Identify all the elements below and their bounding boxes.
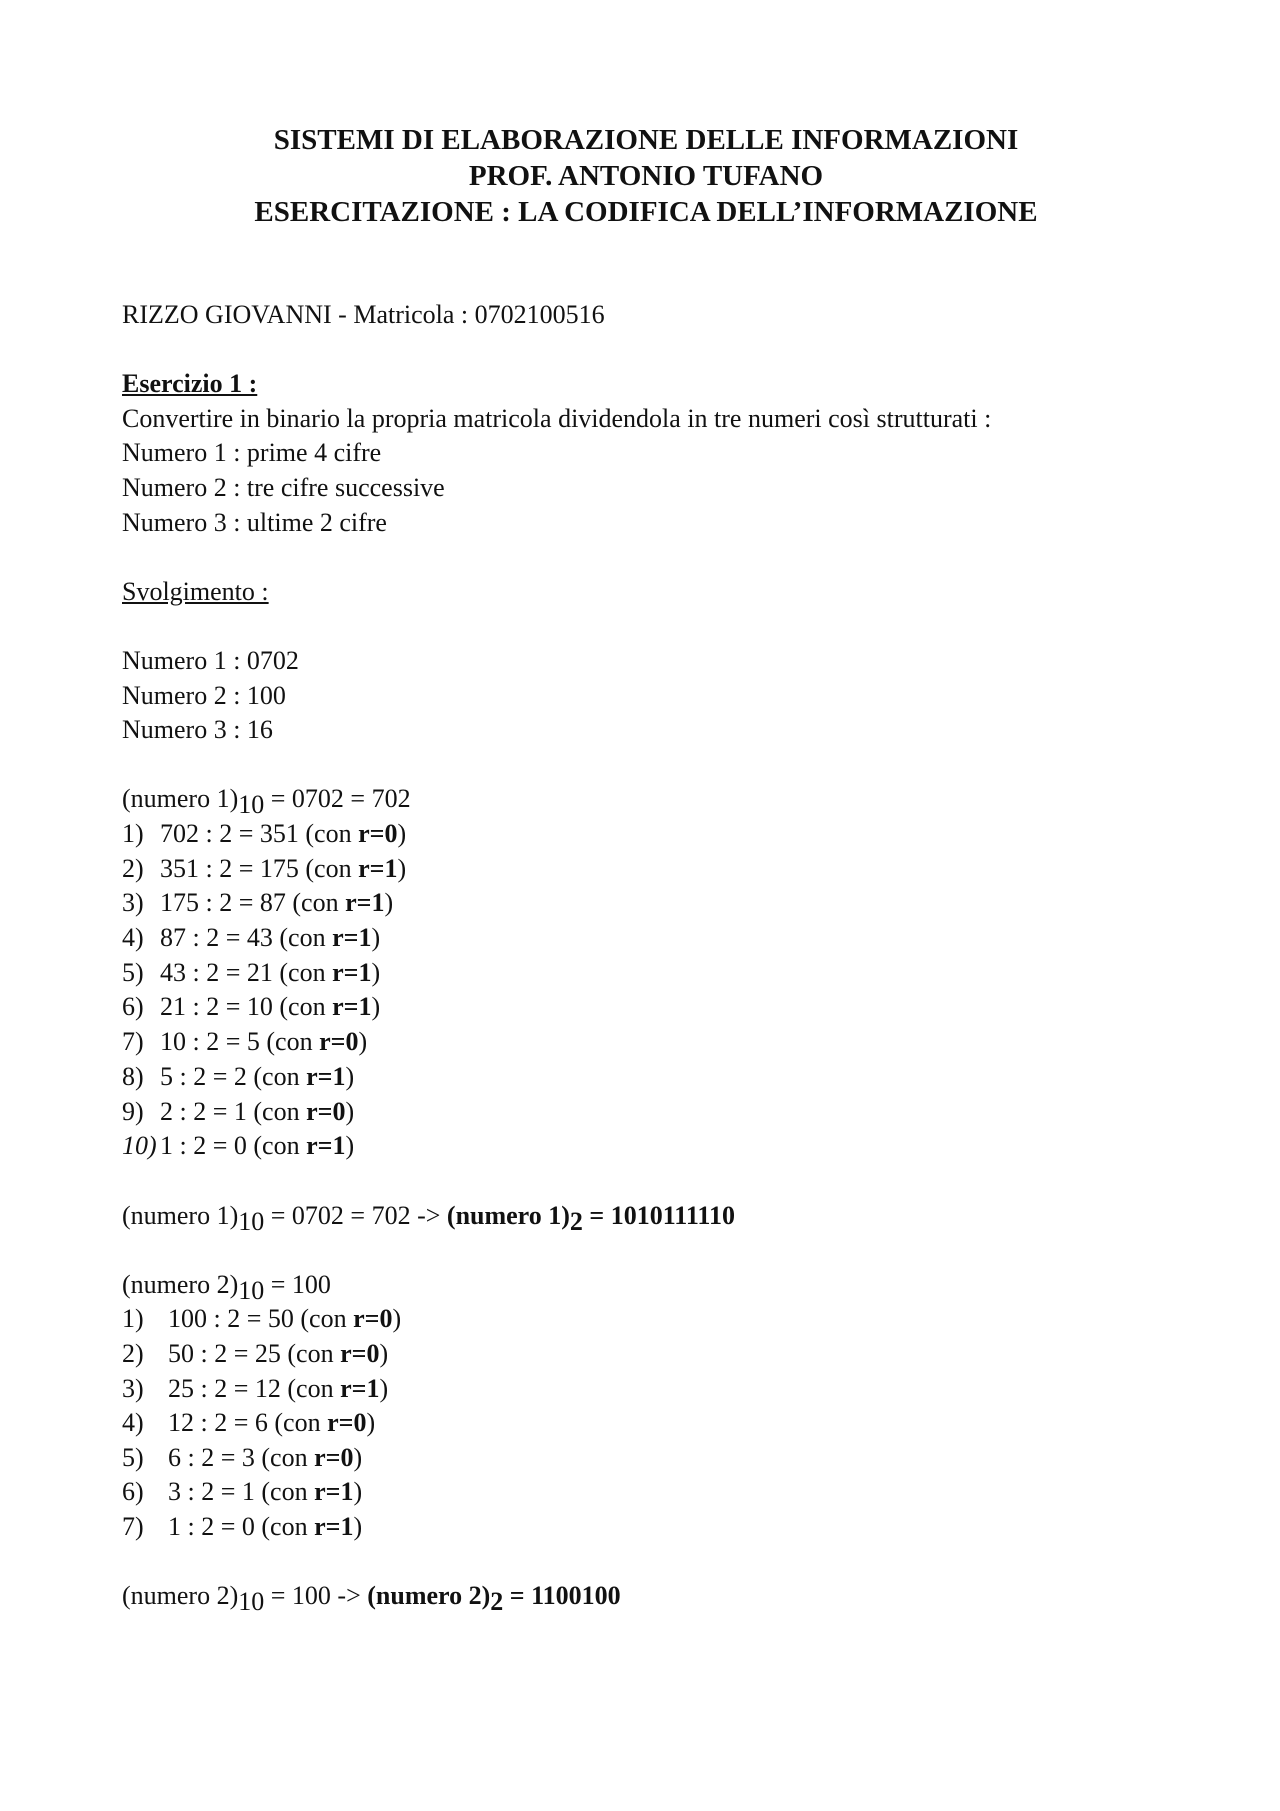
division-step: 1) 702 : 2 = 351 (con r=0) — [122, 818, 407, 848]
division-step: 8) 5 : 2 = 2 (con r=1) — [122, 1061, 355, 1091]
division-step: 10) 1 : 2 = 0 (con r=1) — [122, 1131, 355, 1161]
number-split-item: Numero 3 : 16 — [122, 715, 273, 745]
division-step: 3) 25 : 2 = 12 (con r=1) — [122, 1373, 389, 1403]
n2-heading: (numero $2)_{10} = 100$ — [122, 1269, 331, 1305]
division-step: 5) 43 : 2 = 21 (con r=1) — [122, 957, 381, 987]
n1-heading: (numero $1)_{10} = 0702 = 702$ — [122, 784, 411, 820]
exercise-title: Esercizio 1 : — [122, 369, 258, 399]
solution-title: Svolgimento : — [122, 576, 269, 606]
division-step: 6) 21 : 2 = 10 (con r=1) — [122, 992, 381, 1022]
division-step: 6) 3 : 2 = 1 (con r=1) — [122, 1477, 363, 1507]
exercise-statement: Convertire in binario la propria matricola dividendola in tre numeri così strutturati : — [122, 403, 992, 433]
header-subject: ESERCITAZIONE : LA CODIFICA DELL’INFORMAZIONE — [254, 196, 1038, 228]
division-step: 9) 2 : 2 = 1 (con r=0) — [122, 1096, 355, 1126]
student-info: RIZZO GIOVANNI - Matricola : 0702100516 — [122, 300, 605, 329]
division-step: 4) 12 : 2 = 6 (con r=0) — [122, 1408, 376, 1438]
division-step: 3) 175 : 2 = 87 (con r=1) — [122, 888, 394, 918]
division-step: 7) 10 : 2 = 5 (con r=0) — [122, 1027, 368, 1057]
n1-result: (numero $1)_{10} = 0702 = 702$ -> (numero $1)_2 = 1010111110$ — [122, 1200, 735, 1236]
division-step: 2) 50 : 2 = 25 (con r=0) — [122, 1338, 389, 1368]
header-professor: PROF. ANTONIO TUFANO — [468, 160, 824, 192]
exercise-section — [122, 367, 1180, 540]
document-header — [122, 122, 1180, 230]
division-step: 2) 351 : 2 = 175 (con r=1) — [122, 853, 407, 883]
number-split-item: Numero 2 : 100 — [122, 680, 286, 710]
division-step: 7) 1 : 2 = 0 (con r=1) — [122, 1511, 363, 1541]
header-title: SISTEMI DI ELABORAZIONE DELLE INFORMAZIONI — [273, 124, 1019, 156]
exercise-item: Numero 2 : tre cifre successive — [122, 472, 445, 502]
n1-division-steps — [122, 817, 1180, 1164]
division-step: 1) 100 : 2 = 50 (con r=0) — [122, 1304, 402, 1334]
n2-result: (numero $2)_{10} = 100$ -> (numero $2)_2 = 1100100$ — [122, 1581, 621, 1617]
division-step: 4) 87 : 2 = 43 (con r=1) — [122, 923, 381, 953]
exercise-item: Numero 1 : prime 4 cifre — [122, 438, 382, 468]
exercise-item: Numero 3 : ultime 2 cifre — [122, 507, 387, 537]
division-step: 5) 6 : 2 = 3 (con r=0) — [122, 1442, 363, 1472]
number-split-item: Numero 1 : 0702 — [122, 645, 299, 675]
n2-division-steps — [122, 1302, 1180, 1544]
number-split — [122, 644, 1180, 748]
